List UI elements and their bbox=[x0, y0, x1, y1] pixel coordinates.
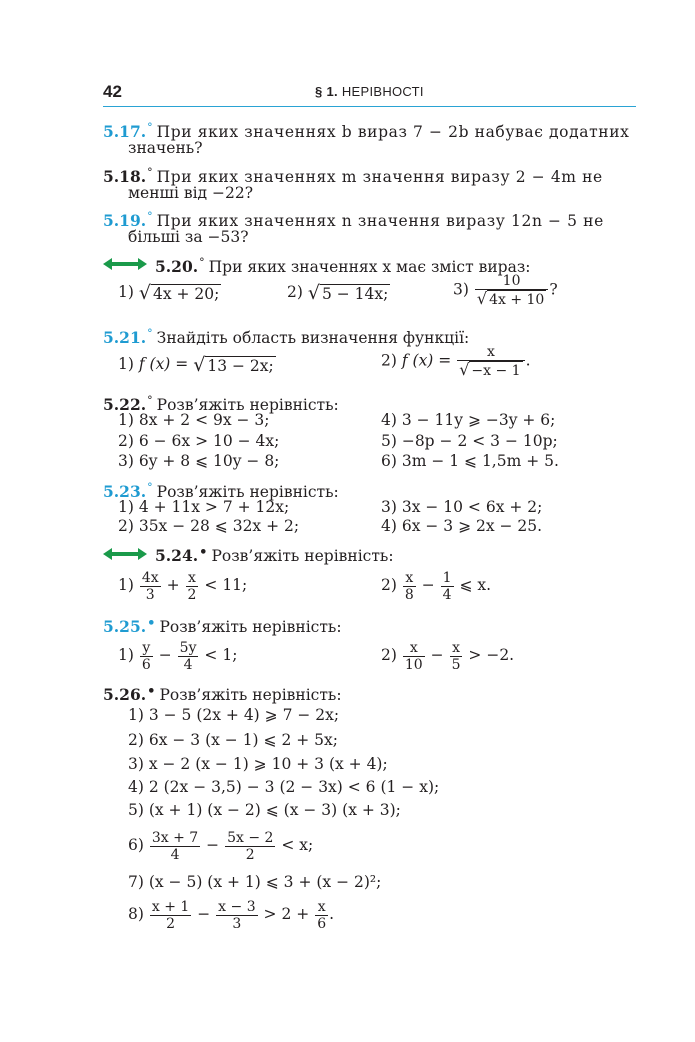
double-headed-arrow-icon bbox=[103, 257, 147, 271]
problem-5-24-item1: 1) $\frac{4x}{3}$ + $\frac{x}{2}$ < 11; bbox=[118, 569, 248, 603]
fraction: $\frac{x}{√ -x - 1}$ bbox=[457, 344, 524, 379]
problem-5-20-item1: 1) √ 4x + 20; bbox=[118, 282, 220, 304]
fraction: $\frac{3x + 7}{4}$ bbox=[151, 829, 199, 863]
problem-5-22-item: 1) 8x + 2 < 9x − 3; bbox=[118, 411, 270, 429]
problem-5-22-item: 4) 3 − 11y ⩾ −3y + 6; bbox=[381, 411, 556, 429]
fraction: $\frac{x + 1}{2}$ bbox=[151, 898, 190, 932]
problem-5-20-item2: 2) √ 5 − 14x; bbox=[287, 282, 389, 304]
problem-5-26-line1: 5.26.• Розв’яжіть нерівність: bbox=[103, 684, 342, 704]
problem-number: 5.18. bbox=[103, 167, 147, 186]
fraction: $\frac{5y}{4}$ bbox=[179, 639, 197, 673]
problem-5-17-line2: значень? bbox=[128, 139, 203, 157]
problem-5-18-line2: менші від −22? bbox=[128, 184, 254, 202]
double-headed-arrow-icon bbox=[103, 547, 147, 561]
fraction: $\frac{4x}{3}$ bbox=[141, 569, 159, 603]
problem-5-23-item: 4) 6x − 3 ⩾ 2x − 25. bbox=[381, 517, 543, 535]
page-header bbox=[103, 82, 636, 107]
fraction: $\frac{1}{4}$ bbox=[442, 569, 452, 603]
problem-5-19-line2: більші за −53? bbox=[128, 228, 249, 246]
fraction: $\frac{x}{8}$ bbox=[404, 569, 414, 603]
problem-5-20-item3: 3) $\frac{10}{√ 4x + 10}$ ? bbox=[453, 273, 558, 308]
problem-5-22-item: 3) 6y + 8 ⩽ 10y − 8; bbox=[118, 452, 280, 470]
radical-sign: √ bbox=[138, 282, 151, 304]
problem-number: 5.21. bbox=[103, 328, 147, 347]
page-number: 42 bbox=[103, 82, 122, 101]
fraction: $\frac{y}{6}$ bbox=[141, 639, 151, 673]
problem-5-26-item: 2) 6x − 3 (x − 1) ⩽ 2 + 5x; bbox=[128, 731, 338, 749]
fraction: $\frac{x}{10}$ bbox=[404, 639, 423, 673]
problem-5-26-item: 5) (x + 1) (x − 2) ⩽ (x − 3) (x + 3); bbox=[128, 801, 401, 819]
problem-number: 5.26. bbox=[103, 685, 147, 704]
problem-number: 5.22. bbox=[103, 395, 147, 414]
radical-sign: √ bbox=[476, 289, 488, 308]
problem-5-26-item: 3) x − 2 (x − 1) ⩾ 10 + 3 (x + 4); bbox=[128, 755, 388, 773]
problem-number: 5.25. bbox=[103, 617, 147, 636]
fraction: $\frac{10}{√ 4x + 10}$ bbox=[475, 273, 548, 308]
running-title: § 1. НЕРІВНОСТІ bbox=[315, 84, 424, 99]
problem-5-25-item1: 1) $\frac{y}{6}$ − $\frac{5y}{4}$ < 1; bbox=[118, 639, 238, 673]
problem-5-23-item: 3) 3x − 10 < 6x + 2; bbox=[381, 498, 543, 516]
problem-5-17-line1: 5.17.° При яких значеннях b вираз 7 − 2b набуває додатних bbox=[103, 121, 630, 141]
problem-5-23-item: 2) 35x − 28 ⩽ 32x + 2; bbox=[118, 517, 300, 535]
fraction: $\frac{x}{6}$ bbox=[317, 898, 327, 932]
problem-5-26-item6: 6) $\frac{3x + 7}{4}$ − $\frac{5x - 2}{2}$ < x; bbox=[128, 829, 314, 863]
problem-5-22-item: 6) 3m − 1 ⩽ 1,5m + 5. bbox=[381, 452, 559, 470]
problem-5-23-line1: 5.23.° Розв’яжіть нерівність: bbox=[103, 481, 339, 501]
problem-5-20-line1: 5.20.° При яких значеннях x має зміст вираз: bbox=[155, 256, 531, 276]
problem-5-22-line1: 5.22.° Розв’яжіть нерівність: bbox=[103, 394, 339, 414]
fraction: $\frac{5x - 2}{2}$ bbox=[227, 829, 274, 863]
problem-5-18-line1: 5.18.° При яких значеннях m значення виразу 2 − 4m не bbox=[103, 166, 603, 186]
problem-5-19-line1: 5.19.° При яких значеннях n значення виразу 12n − 5 не bbox=[103, 210, 604, 230]
problem-5-26-item: 4) 2 (2x − 3,5) − 3 (2 − 3x) < 6 (1 − x); bbox=[128, 778, 440, 796]
problem-number: 5.20. bbox=[155, 257, 199, 276]
problem-5-22-item: 5) −8p − 2 < 3 − 10p; bbox=[381, 432, 558, 450]
fraction: $\frac{x}{5}$ bbox=[451, 639, 461, 673]
problem-number: 5.17. bbox=[103, 122, 147, 141]
problem-5-25-item2: 2) $\frac{x}{10}$ − $\frac{x}{5}$ > −2. bbox=[381, 639, 515, 673]
radical-sign: √ bbox=[459, 360, 470, 379]
problem-number: 5.24. bbox=[155, 546, 199, 565]
radical-sign: √ bbox=[193, 354, 206, 376]
problem-5-26-item: 1) 3 − 5 (2x + 4) ⩾ 7 − 2x; bbox=[128, 706, 340, 724]
fraction: $\frac{x}{2}$ bbox=[187, 569, 197, 603]
problem-5-26-item: 7) (x − 5) (x + 1) ⩽ 3 + (x − 2)²; bbox=[128, 873, 382, 891]
problem-number: 5.23. bbox=[103, 482, 147, 501]
problem-5-21-line1: 5.21.° Знайдіть область визначення функції: bbox=[103, 327, 470, 347]
problem-5-21-item2: 2) f (x) = $\frac{x}{√ -x - 1}$ . bbox=[381, 344, 531, 379]
fraction: $\frac{x - 3}{3}$ bbox=[218, 898, 256, 932]
problem-number: 5.19. bbox=[103, 211, 147, 230]
problem-5-24-line1: 5.24.• Розв’яжіть нерівність: bbox=[155, 545, 394, 565]
problem-5-23-item: 1) 4 + 11x > 7 + 12x; bbox=[118, 498, 290, 516]
problem-5-24-item2: 2) $\frac{x}{8}$ − $\frac{1}{4}$ ⩽ x. bbox=[381, 569, 492, 603]
problem-5-25-line1: 5.25.• Розв’яжіть нерівність: bbox=[103, 616, 342, 636]
problem-5-22-item: 2) 6 − 6x > 10 − 4x; bbox=[118, 432, 280, 450]
problem-5-21-item1: 1) f (x) = √ 13 − 2x; bbox=[118, 354, 274, 376]
radical-sign: √ bbox=[307, 282, 320, 304]
problem-5-26-item8: 8) $\frac{x + 1}{2}$ − $\frac{x - 3}{3}$ > 2 + $\frac{x}{6}$ . bbox=[128, 898, 335, 932]
